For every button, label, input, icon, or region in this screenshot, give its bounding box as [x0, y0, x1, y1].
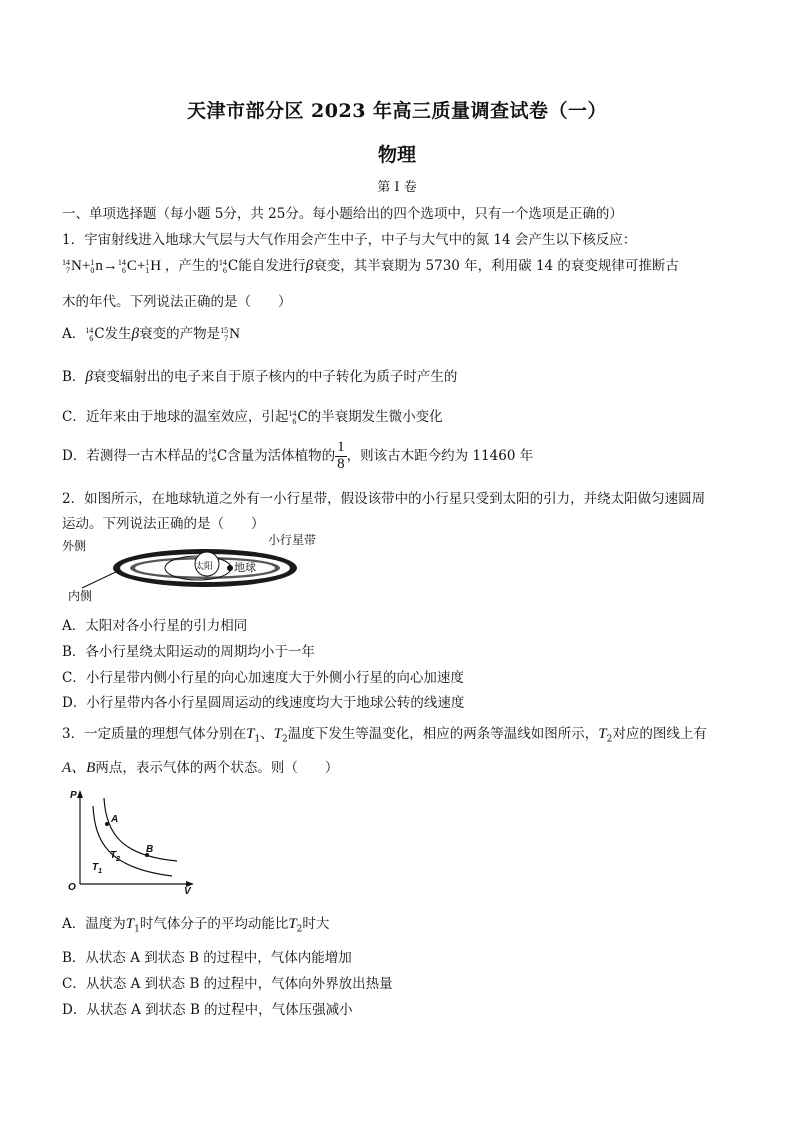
- q2-stem-line2: 运动。下列说法正确的是（ ）: [62, 516, 265, 532]
- sun-label: 太阳: [195, 561, 214, 571]
- p-axis-label: P: [70, 790, 77, 801]
- section-heading: 一、单项选择题（每小题 5分，共 25分。每小题给出的四个选项中，只有一个选项是正确的）: [62, 206, 623, 222]
- q1-stem-line1: 1．宇宙射线进入地球大气层与大气作用会产生中子，中子与大气中的氮 14 会产生以下核反应：: [62, 232, 637, 248]
- isotherm-t1: [93, 806, 172, 876]
- page-title: 天津市部分区 2023 年高三质量调查试卷（一）: [186, 100, 608, 122]
- subject-title: 物理: [377, 144, 416, 166]
- fraction-one-eighth: $\frac{1}{8}$: [337, 439, 345, 472]
- earth-icon: [227, 565, 233, 571]
- q3-option-a: A．温度为$T_1$时气体分子的平均动能比$T_2$时大: [62, 916, 330, 935]
- q3-option-b: B．从状态 A 到状态 B 的过程中，气体内能增加: [62, 950, 352, 966]
- volume-label: 第 I 卷: [377, 180, 417, 195]
- p-axis-arrow: [77, 790, 83, 798]
- asteroid-belt-figure: [60, 530, 317, 605]
- belt-label: 小行星带: [268, 533, 317, 547]
- q1-option-c: C．近年来由于地球的温室效应，引起 14 6 C的半衰期发生微小变化: [62, 408, 443, 426]
- point-a-label: A: [111, 814, 119, 825]
- q3-option-d: D．从状态 A 到状态 B 的过程中，气体压强减小: [62, 1002, 353, 1018]
- q2-option-c: C．小行星带内侧小行星的向心加速度大于外侧小行星的向心加速度: [62, 670, 464, 686]
- q1-option-d: D．若测得一古木样品的 14 6 C含量为活体植物的 $\frac{1}{8}$ ，则该古木距今约为 11460 年: [62, 439, 534, 472]
- q2-option-b: B．各小行星绕太阳运动的周期均小于一年: [62, 644, 315, 660]
- q3-option-c: C．从状态 A 到状态 B 的过程中，气体向外界放出热量: [62, 976, 393, 992]
- point-a: [105, 822, 109, 826]
- point-b-label: B: [146, 844, 154, 855]
- q3-stem-line2: A、B两点，表示气体的两个状态。则（ ）: [62, 760, 339, 776]
- origin-label: O: [68, 882, 76, 893]
- q3-stem-line1: 3．一定质量的理想气体分别在$T_1$、$T_2$温度下发生等温变化，相应的两条等温线如图所示，$T_2$对应的图线上有: [62, 726, 707, 745]
- q2-stem-line1: 2．如图所示，在地球轨道之外有一小行星带，假设该带中的小行星只受到太阳的引力，并绕太阳做匀速圆周: [62, 491, 706, 507]
- q1-option-a: A． 14 6 C发生β衰变的产物是 15 7 N: [62, 325, 240, 343]
- q1-stem-line2: 14 7 N+ 1 0 n→ 14 6 C+ 1 1 H ，产生的 14 6 C能自发进行β衰变，其半衰期为 5730 年，利用碳 14 的衰变规律可推断古: [62, 257, 679, 275]
- reaction-equation: 14 7 N+ 1 0 n→ 14 6 C+ 1 1 H: [62, 257, 162, 275]
- isotherm-figure: [62, 786, 197, 896]
- t2-label: $T_2$: [110, 850, 121, 863]
- inner-pointer: [82, 570, 120, 588]
- inner-side-label: 内侧: [68, 589, 93, 603]
- q2-option-a: A．太阳对各小行星的引力相同: [62, 618, 248, 634]
- v-axis-label: V: [184, 886, 191, 897]
- earth-label: 地球: [234, 562, 256, 574]
- q2-option-d: D．小行星带内各小行星圆周运动的线速度均大于地球公转的线速度: [62, 695, 465, 711]
- outer-side-label: 外侧: [62, 539, 87, 553]
- q1-option-b: B．β衰变辐射出的电子来自于原子核内的中子转化为质子时产生的: [62, 369, 458, 385]
- t1-label: $T_1$: [92, 862, 103, 875]
- q1-stem-line3: 木的年代。下列说法正确的是（ ）: [62, 294, 292, 310]
